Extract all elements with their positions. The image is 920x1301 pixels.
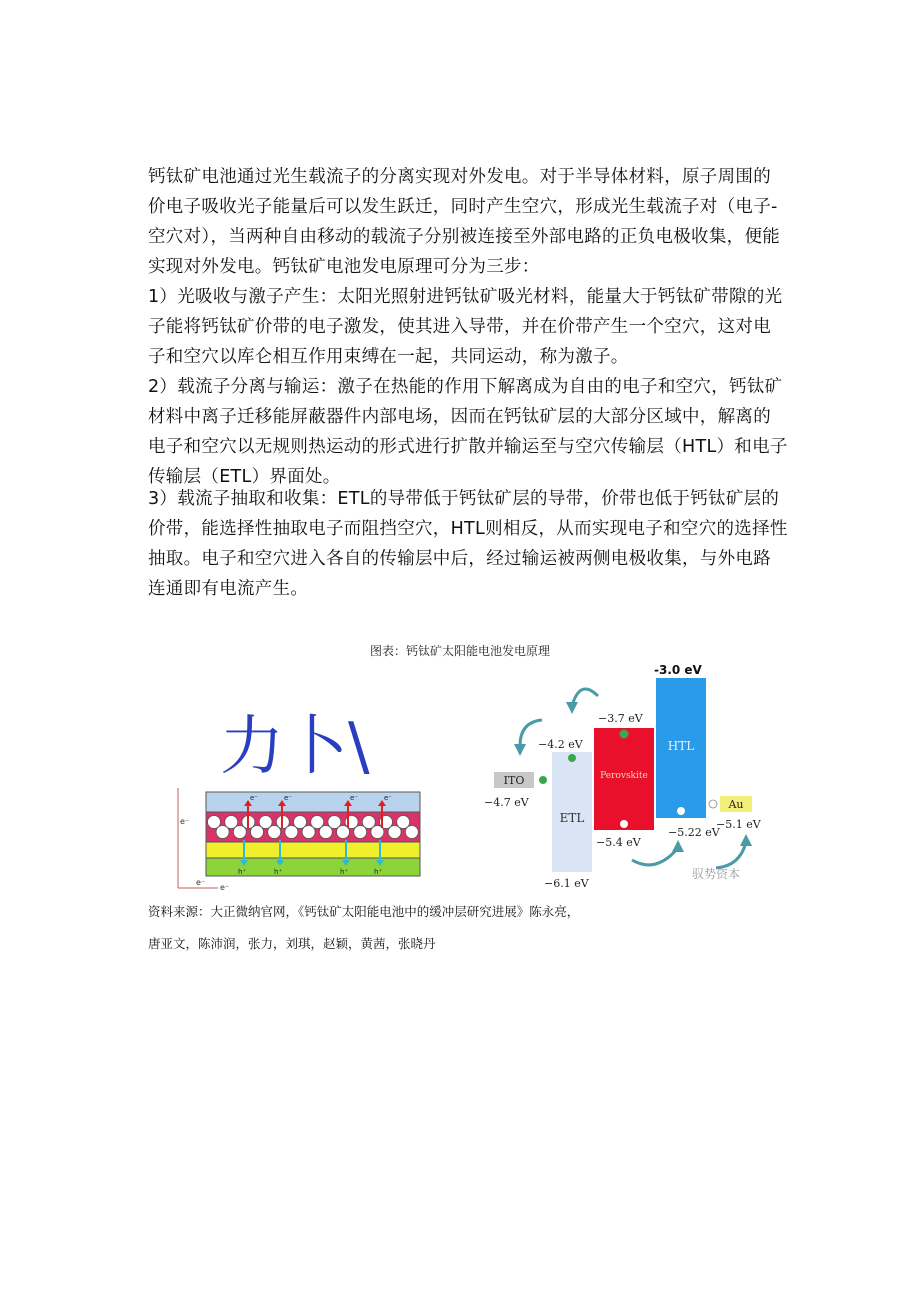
etl-bottom-energy: −6.1 eV xyxy=(544,877,589,890)
electron-marker xyxy=(539,776,547,784)
source-line-1: 资料来源：大正微纳官网，《钙钛矿太阳能电池中的缓冲层研究进展》陈永亮， xyxy=(148,904,580,919)
particle xyxy=(405,826,418,839)
au-energy: −5.1 eV xyxy=(716,818,761,831)
hole-marker xyxy=(709,800,717,808)
paragraph-step-1: 1）光吸收与激子产生：太阳光照射进钙钛矿吸光材料，能量大于钙钛矿带隙的光子能将钙钛矿价带的电子激发，使其进入导带，并在价带产生一个空穴，这对电子和空穴以库仑相互作用束缚在一起，共同运动，称为激子。 xyxy=(148,287,783,367)
paragraph-step-2: 2）载流子分离与输运：激子在热能的作用下解离成为自由的电子和空穴，钙钛矿材料中离子迁移能屏蔽器件内部电场，因而在钙钛矿层的大部分区域中，解离的电子和空穴以无规则热运动的形式进行扩散并输运至与空穴传输层（HTL）和电子传输层（ETL）界面处。 xyxy=(148,377,788,487)
htl-top-energy: -3.0 eV xyxy=(654,663,702,677)
electron-marker xyxy=(620,730,629,739)
hole-marker xyxy=(677,807,685,815)
axis-label-vertical: e⁻ xyxy=(180,817,190,826)
ito-energy: −4.7 eV xyxy=(484,796,529,809)
hole-label: h⁺ xyxy=(274,868,283,876)
arrow-head xyxy=(514,744,526,756)
arrow-head xyxy=(566,702,578,714)
figure-caption: 图表：钙钛矿太阳能电池发电原理 xyxy=(369,644,550,658)
htl-bottom-energy: −5.22 eV xyxy=(668,826,720,839)
electron-label: e⁻ xyxy=(384,794,393,802)
device-structure-figure xyxy=(170,700,430,895)
etl-label: ETL xyxy=(559,811,585,825)
energy-level-figure xyxy=(480,660,780,892)
hole-marker xyxy=(620,820,628,828)
electron-label: e⁻ xyxy=(284,794,293,802)
electron-marker xyxy=(568,754,576,762)
arrow-head xyxy=(672,840,684,852)
au-label: Au xyxy=(728,798,744,811)
source-line-2: 唐亚文，陈沛润，张力，刘琪，赵颖，黄茜，张晓丹 xyxy=(148,936,436,951)
watermark: 驭势资本 xyxy=(692,867,741,881)
perovskite-label: Perovskite xyxy=(600,771,648,781)
electron-label: e⁻ xyxy=(350,794,359,802)
paragraph-intro: 钙钛矿电池通过光生载流子的分离实现对外发电。对于半导体材料，原子周围的价电子吸收光子能量后可以发生跃迁，同时产生空穴，形成光生载流子对（电子-空穴对），当两种自由移动的载流子分别被连接至外部电路的正负电极收集，便能实现对外发电。钙钛矿电池发电原理可分为三步： xyxy=(148,167,781,277)
ito-label: ITO xyxy=(503,774,525,787)
arrow-head xyxy=(740,834,752,846)
electron-label: e⁻ xyxy=(250,794,259,802)
handwritten-mark: 力卜\ xyxy=(220,710,370,784)
etl-top-energy: −4.2 eV xyxy=(538,738,583,751)
axis-label-corner: e⁻ xyxy=(220,883,230,892)
hole-label: h⁺ xyxy=(340,868,349,876)
paragraph-step-3: 3）载流子抽取和收集：ETL的导带低于钙钛矿层的导带，价带也低于钙钛矿层的价带，能选择性抽取电子而阻挡空穴，HTL则相反，从而实现电子和空穴的选择性抽取。电子和空穴进入各自的传输层中后，经过输运被两侧电极收集，与外电路连通即有电流产生。 xyxy=(148,489,788,599)
perovskite-bottom-energy: −5.4 eV xyxy=(596,836,641,849)
hole-label: h⁺ xyxy=(374,868,383,876)
hole-label: h⁺ xyxy=(238,868,247,876)
axis-label-horizontal: e⁻ xyxy=(196,878,206,887)
perovskite-top-energy: −3.7 eV xyxy=(598,712,643,725)
transport-layer xyxy=(206,842,420,858)
htl-label: HTL xyxy=(667,739,695,753)
